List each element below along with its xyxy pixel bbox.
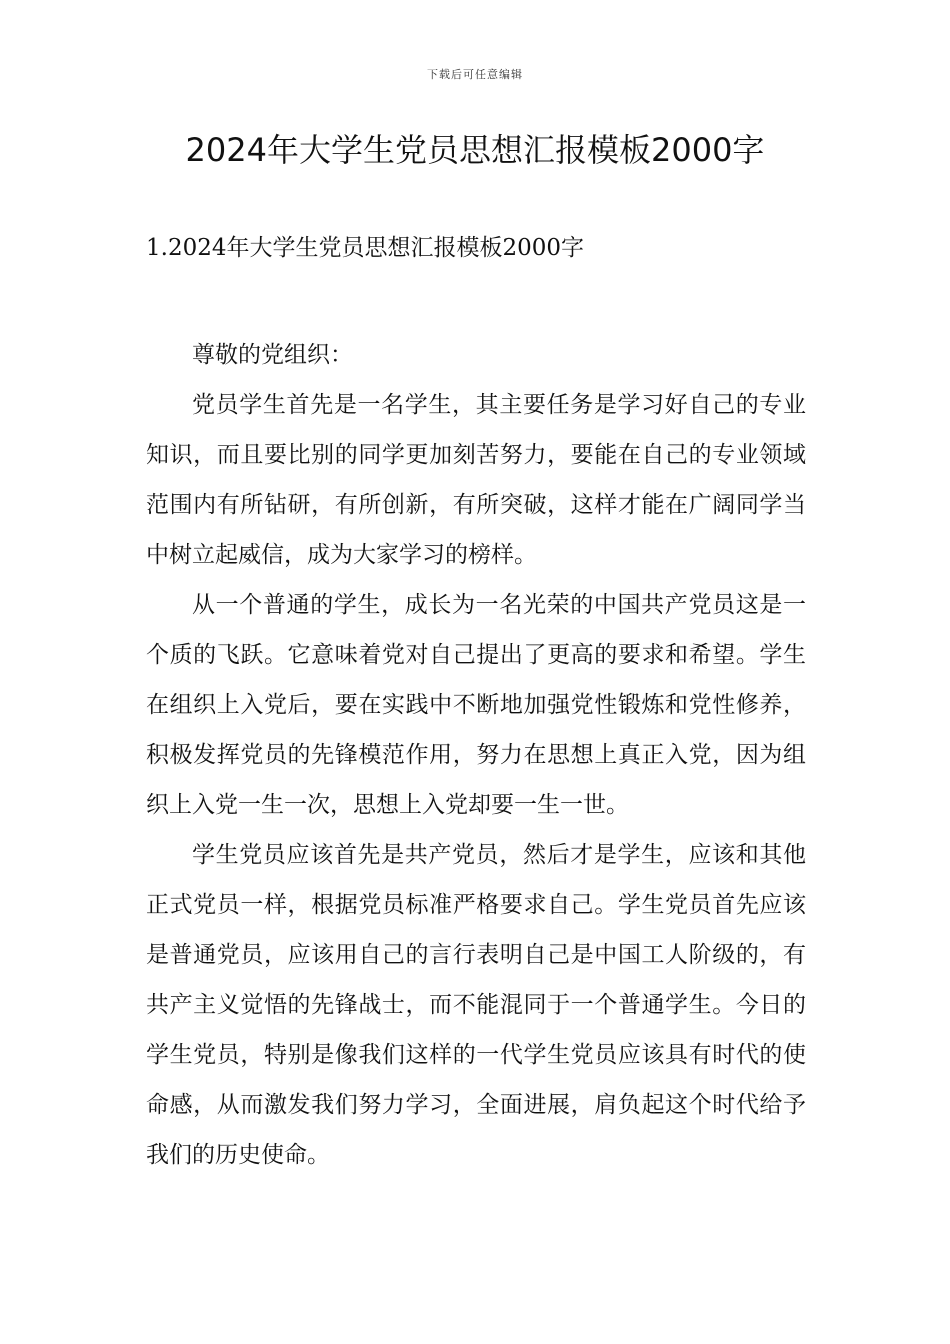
section-heading: 1.2024年大学生党员思想汇报模板2000字 bbox=[146, 235, 585, 261]
salutation: 尊敬的党组织： bbox=[192, 342, 353, 368]
document-body bbox=[146, 330, 806, 1180]
paragraph-2: 从一个普通的学生，成长为一名光荣的中国共产党员这是一个质的飞跃。它意味着党对自己提出了更高的要求和希望。学生在组织上入党后，要在实践中不断地加强党性锻炼和党性修养，积极发挥党员的先锋模范作用，努力在思想上真正入党，因为组织上入党一生一次，思想上入党却要一生一世。 bbox=[146, 592, 806, 818]
paragraph-3: 学生党员应该首先是共产党员，然后才是学生，应该和其他正式党员一样，根据党员标准严格要求自己。学生党员首先应该是普通党员，应该用自己的言行表明自己是中国工人阶级的，有共产主义觉悟的先锋战士，而不能混同于一个普通学生。今日的学生党员，特别是像我们这样的一代学生党员应该具有时代的使命感，从而激发我们努力学习，全面进展，肩负起这个时代给予我们的历史使命。 bbox=[146, 842, 806, 1168]
paragraph-1: 党员学生首先是一名学生，其主要任务是学习好自己的专业知识，而且要比别的同学更加刻苦努力，要能在自己的专业领域范围内有所钻研，有所创新，有所突破，这样才能在广阔同学当中树立起威信，成为大家学习的榜样。 bbox=[146, 392, 806, 568]
document-title: 2024年大学生党员思想汇报模板2000字 bbox=[185, 131, 765, 169]
header-note: 下载后可任意编辑 bbox=[427, 68, 523, 81]
